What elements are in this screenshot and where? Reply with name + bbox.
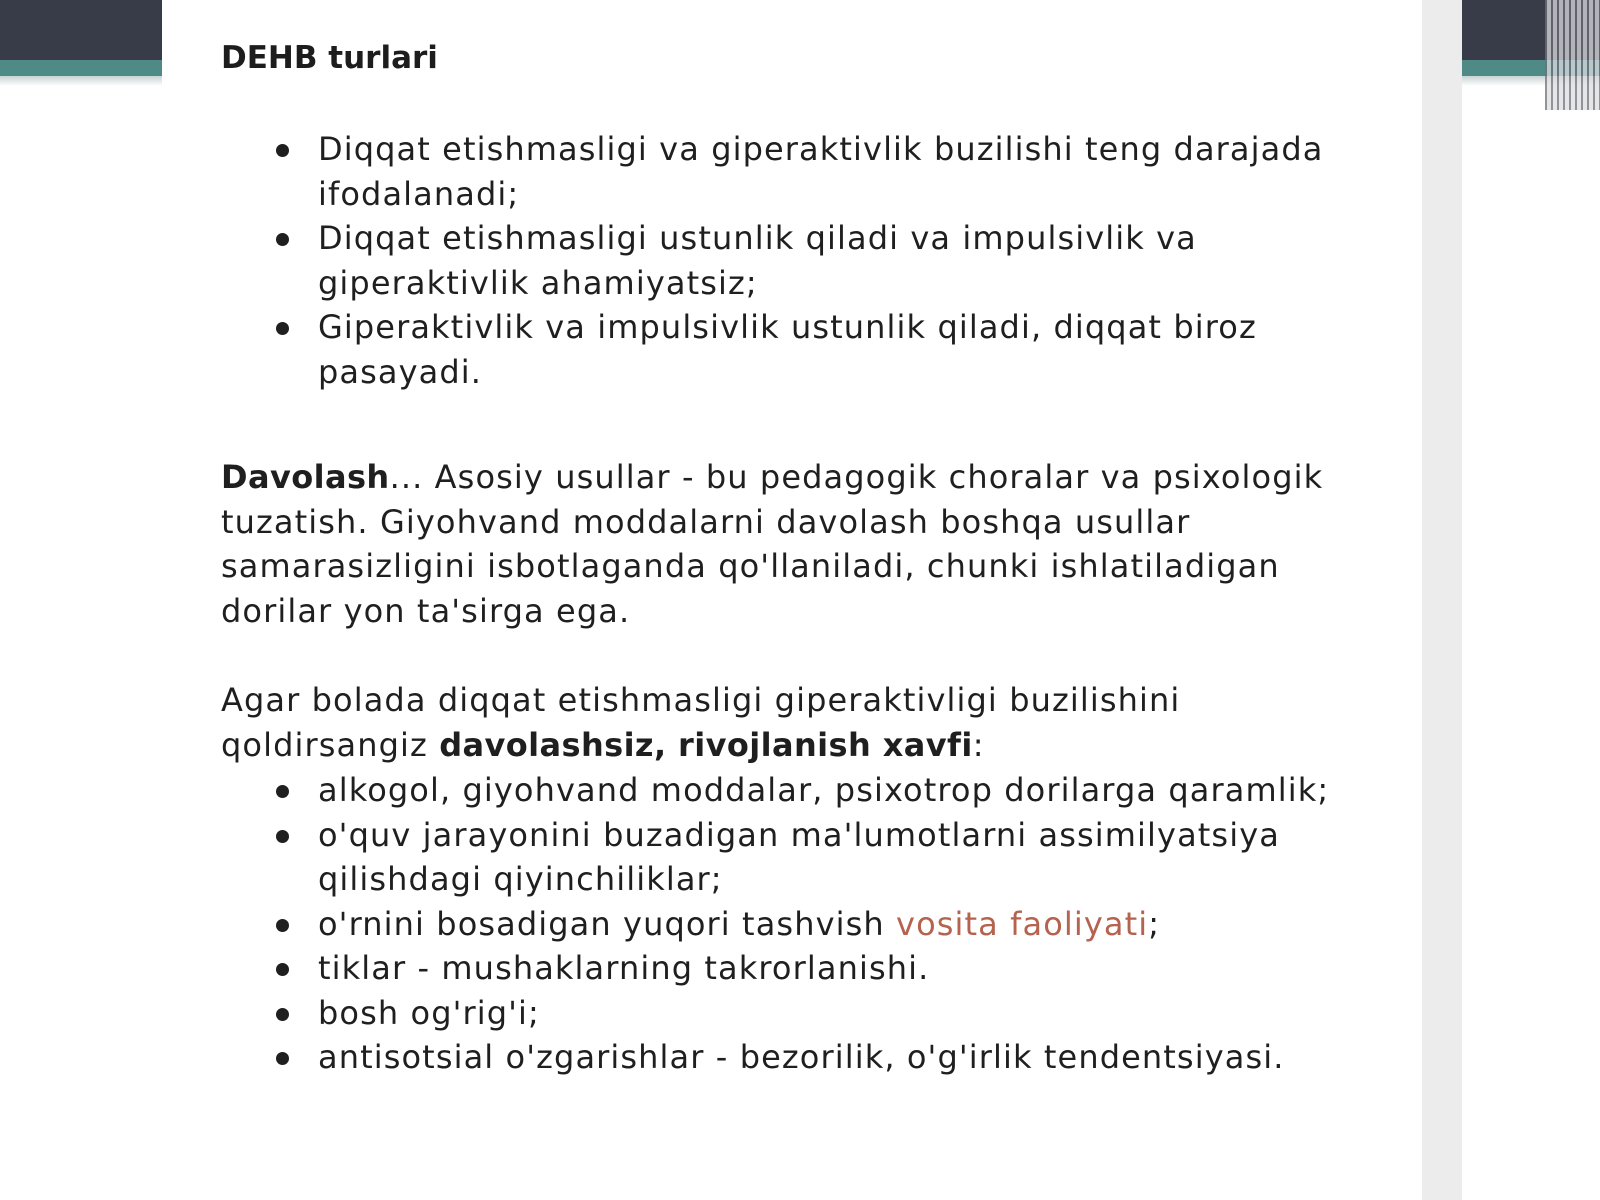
adhd-types-list <box>221 127 1361 394</box>
page-title: DEHB turlari <box>221 40 438 76</box>
risk-emphasis: davolashsiz, rivojlanish xavfi <box>439 725 973 764</box>
list-item: Diqqat etishmasligi va giperaktivlik buzilishi teng darajada ifodalanadi; <box>221 127 1361 216</box>
list-item-text: o'rnini bosadigan yuqori tashvish <box>318 904 897 943</box>
risk-text: Agar bolada diqqat etishmasligi giperaktivligi buzilishini qoldirsangiz <box>221 681 1181 764</box>
slide-accent-mark <box>1468 86 1484 90</box>
slide-decorative-lines <box>1545 0 1600 110</box>
list-item: tiklar - mushaklarning takrorlanishi. <box>221 946 1361 991</box>
list-item: antisotsial o'zgarishlar - bezorilik, o'g'irlik tendentsiyasi. <box>221 1035 1361 1080</box>
content-card <box>162 0 1422 1200</box>
vosita-faoliyati-link[interactable]: vosita faoliyati <box>896 904 1149 943</box>
list-item: Giperaktivlik va impulsivlik ustunlik qiladi, diqqat biroz pasayadi. <box>221 305 1361 394</box>
risk-list <box>221 768 1361 1080</box>
list-item: o'quv jarayonini buzadigan ma'lumotlarni assimilyatsiya qilishdagi qiyinchiliklar; <box>221 813 1361 902</box>
treatment-paragraph <box>221 455 1351 633</box>
treatment-lead: Davolash <box>221 458 390 496</box>
list-item-end: ; <box>1148 904 1161 943</box>
treatment-text: ... Asosiy usullar - bu pedagogik choralar va psixologik tuzatish. Giyohvand moddalarni davolash boshqa usullar samarasizligini isbotlaganda qo'llaniladi, chunki ishlatiladigan dorilar yon ta'sirga ega. <box>221 458 1324 630</box>
list-item: alkogol, giyohvand moddalar, psixotrop dorilarga qaramlik; <box>221 768 1361 813</box>
list-item: Diqqat etishmasligi ustunlik qiladi va impulsivlik va giperaktivlik ahamiyatsiz; <box>221 216 1361 305</box>
risk-paragraph <box>221 678 1351 767</box>
slide-side-panel <box>1422 0 1462 1200</box>
risk-colon: : <box>972 725 985 764</box>
list-item <box>221 902 1361 947</box>
list-item: bosh og'rig'i; <box>221 991 1361 1036</box>
